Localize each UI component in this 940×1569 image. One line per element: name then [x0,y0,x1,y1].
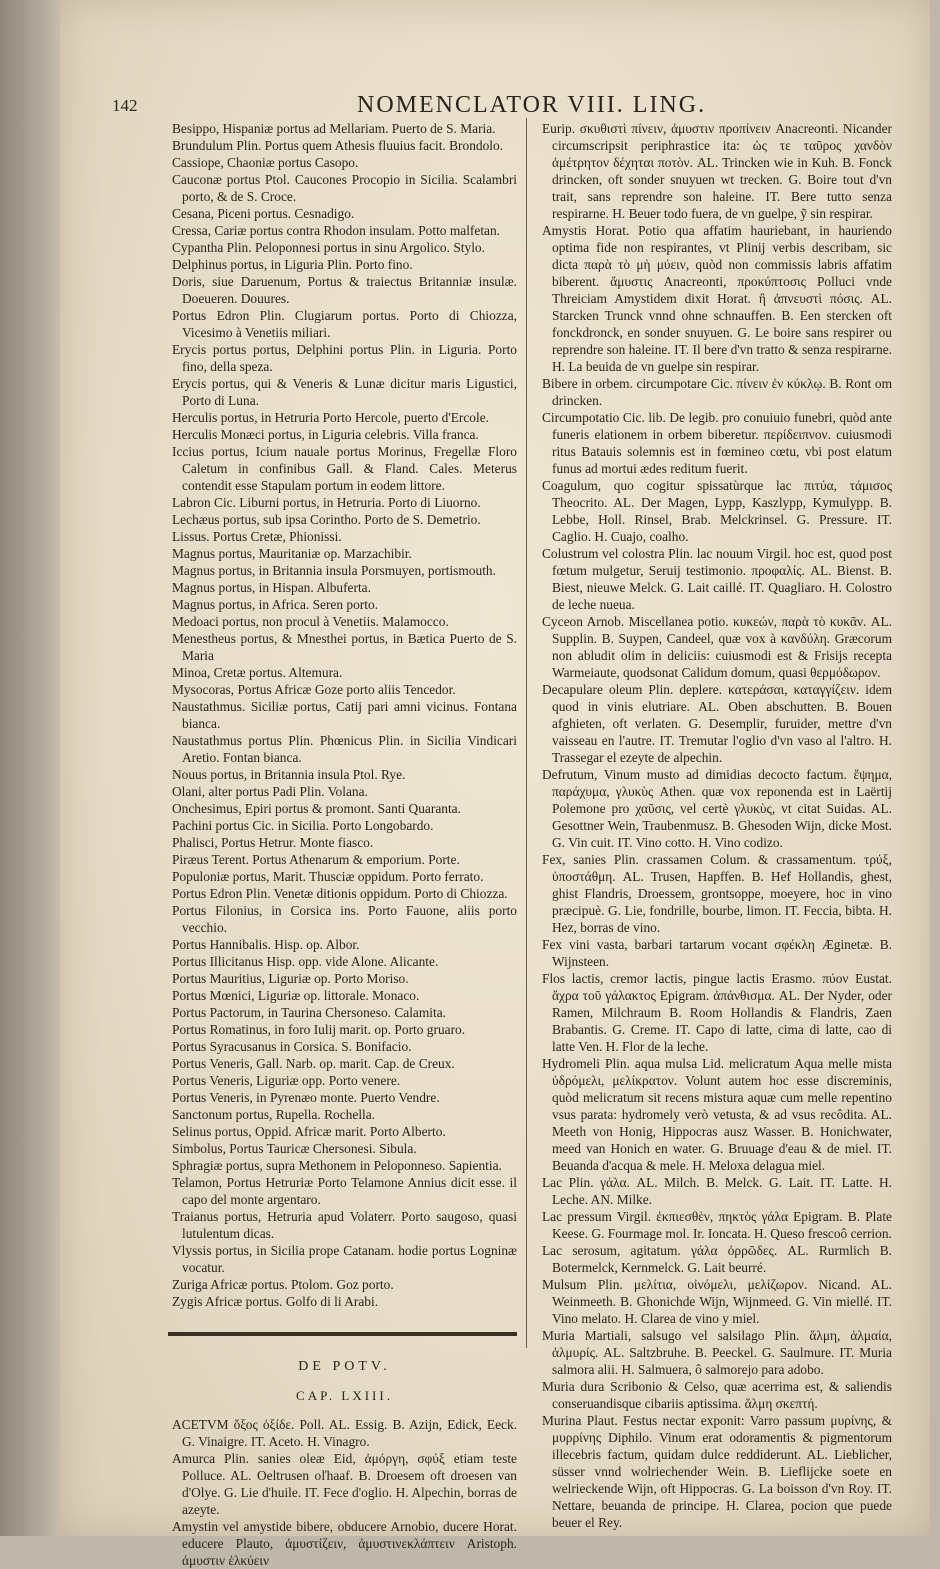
dictionary-entry: Olani, alter portus Padi Plin. Volana. [172,784,368,799]
dictionary-entry: Circumpotatio Cic. lib. De legib. pro conuiuio funebri, quòd ante funeris elationem in orbem biberetur. περίδειπνον. cuiusmodi ritus Batauis solemnis est in fœmineo cœtu, vbi post elatum funus ad mortui ædes reditum fuerit. [542,410,892,476]
left-column [172,120,517,1569]
dictionary-entry: Portus Veneris, Gall. Narb. op. marit. Cap. de Creux. [172,1056,455,1071]
dictionary-entry: Murina Plaut. Festus nectar exponit: Varro passum μυρίνης, & μυρρίνης Diphilo. Vinum erat odoramentis & pigmentorum illecebris factum, quidam dulce reddiderunt. AL. Lieblicher, süsser vnnd wolriechender Wein. B. Lieflijcke soete en welrieckende Wijn, oft Hippocras. G. La boisson d'vn Roy. IT. Nettare, beuanda de principe. H. Clarea, pocion que puede beuer el Rey. [542,1413,892,1530]
right-column [542,120,892,1531]
column-divider [526,118,527,1348]
dictionary-entry: ACETVM ὄξος ὀξίδε. Poll. AL. Essig. B. Azijn, Edick, Eeck. G. Vinaigre. IT. Aceto. H. Vinagro. [172,1417,517,1449]
dictionary-entry: Minoa, Cretæ portus. Altemura. [172,665,343,680]
dictionary-entry: Naustathmus. Siciliæ portus, Catij pari amni vicinus. Fontana bianca. [172,699,517,731]
dictionary-entry: Nouus portus, in Britannia insula Ptol. Rye. [172,767,406,782]
dictionary-entry: Portus Veneris, Liguriæ opp. Porto venere. [172,1073,401,1088]
dictionary-entry: Populoniæ portus, Marit. Thusciæ oppidum. Porto ferrato. [172,869,484,884]
dictionary-entry: Portus Illicitanus Hisp. opp. vide Alone. Alicante. [172,954,439,969]
dictionary-entry: Cypantha Plin. Peloponnesi portus in sinu Argolico. Stylo. [172,240,485,255]
dictionary-entry: Traianus portus, Hetruria apud Volaterr. Porto saugoso, quasi lutulentum dicas. [172,1209,517,1241]
dictionary-entry: Zuriga Africæ portus. Ptolom. Goz porto. [172,1277,394,1292]
left-entries [172,120,517,1310]
dictionary-entry: Lac serosum, agitatum. γάλα ὀρρῶδες. AL. Rurmlich B. Botermelck, Kernmelck. G. Lait beurré. [542,1243,892,1275]
dictionary-entry: Portus Romatinus, in foro Iulij marit. op. Porto gruaro. [172,1022,466,1037]
dictionary-entry: Cauconæ portus Ptol. Caucones Procopio in Sicilia. Scalambri porto, & de S. Croce. [172,172,517,204]
dictionary-entry: Phalisci, Portus Hetrur. Monte fiasco. [172,835,374,850]
dictionary-entry: Eurip. σκυθιστὶ πίνειν, ἀμυστιν προπίνειν Anacreonti. Nicander circumscripsit periphrastice ita: ὡς τε ταῦρος χανδὸν ἀμέτρητον δέχηται ποτὸν. AL. Trincken wie in Kuh. B. Fonck drincken, oft sonder snuyuen wt trecken. G. Boire tout d'vn trait, sans reprendre son haleine. IT. Bere tutto senza respirarne. H. Beuer todo fuera, de vn guelpe, ỹ sin respirar. [542,121,892,221]
dictionary-entry: Sanctonum portus, Rupella. Rochella. [172,1107,376,1122]
dictionary-entry: Herculis Monæci portus, in Liguria celebris. Villa franca. [172,427,479,442]
dictionary-entry: Lechæus portus, sub ipsa Corintho. Porto de S. Demetrio. [172,512,481,527]
dictionary-entry: Erycis portus portus, Delphini portus Plin. in Liguria. Porto fino, della speza. [172,342,517,374]
dictionary-entry: Coagulum, quo cogitur spissatùrque lac πιτύα, τάμισος Theocrito. AL. Der Magen, Lypp, Kaszlypp, Kymulypp. B. Lebbe, Holl. Rinsel, Brab. Melckrinsel. G. Pressure. IT. Caglio. H. Cuajo, coalho. [542,478,892,544]
right-entries [542,120,892,1531]
dictionary-entry: Lac pressum Virgil. ἐκπιεσθὲν, πηκτὸς γάλα Epigram. B. Plate Keese. G. Fourmage mol. Ir. Ioncata. H. Queso frescoô cerrion. [542,1209,892,1241]
dictionary-entry: Zygis Africæ portus. Golfo di li Arabi. [172,1294,379,1309]
dictionary-entry: Amystin vel amystide bibere, obducere Arnobio, ducere Horat. educere Plauto, ἀμυστίζειν, ἀμυστινεκλάπτειν Aristoph. ἀμυστιν ἑλκύειν [172,1519,517,1568]
page-number: 142 [112,96,138,115]
dictionary-entry: Lissus. Portus Cretæ, Phionissi. [172,529,342,544]
dictionary-entry: Flos lactis, cremor lactis, pingue lactis Erasmo. πύον Eustat. ἄχρα τοῦ γάλακτος Epigram. ἀπάνθισμα. AL. Der Nyder, oder Ramen, Milchraum B. Room Hollandis & Flandris, Zaen Brabantis. G. Creme. IT. Capo di latte, cima di latte, cao di latte Ven. H. Flor de la leche. [542,971,892,1054]
dictionary-entry: Herculis portus, in Hetruria Porto Hercole, puerto d'Ercole. [172,410,489,425]
dictionary-entry: Portus Syracusanus in Corsica. S. Bonifacio. [172,1039,412,1054]
dictionary-entry: Selinus portus, Oppid. Africæ marit. Porto Alberto. [172,1124,446,1139]
dictionary-entry: Portus Veneris, in Pyrenæo monte. Puerto Vendre. [172,1090,440,1105]
dictionary-entry: Brundulum Plin. Portus quem Athesis fluuius facit. Brondolo. [172,138,504,153]
chapter-entries [172,1416,517,1569]
dictionary-entry: Piræus Terent. Portus Athenarum & emporium. Porte. [172,852,460,867]
dictionary-entry: Besippo, Hispaniæ portus ad Mellariam. Puerto de S. Maria. [172,121,496,136]
dictionary-entry: Iccius portus, Icium nauale portus Morinus, Fregellæ Floro Caletum in confinibus Gall. & Fland. Cales. Meterus contendit esse Stapulam portum in eodem littore. [172,444,517,493]
dictionary-entry: Magnus portus, in Hispan. Albuferta. [172,580,371,595]
dictionary-entry: Cassiope, Chaoniæ portus Casopo. [172,155,359,170]
dictionary-entry: Portus Pactorum, in Taurina Chersoneso. Calamita. [172,1005,447,1020]
dictionary-entry: Portus Hannibalis. Hisp. op. Albor. [172,937,360,952]
dictionary-entry: Labron Cic. Liburni portus, in Hetruria. Porto di Liuorno. [172,495,481,510]
dictionary-entry: Erycis portus, qui & Veneris & Lunæ dicitur maris Ligustici, Porto di Luna. [172,376,517,408]
dictionary-entry: Portus Edron Plin. Clugiarum portus. Porto di Chiozza, Vicesimo à Venetiis miliari. [172,308,517,340]
chapter-title: CAP. LXIII. [296,1388,393,1403]
dictionary-entry: Sphragiæ portus, supra Methonem in Peloponneso. Sapientia. [172,1158,502,1173]
dictionary-entry: Magnus portus, in Africa. Seren porto. [172,597,379,612]
dictionary-entry: Medoaci portus, non procul à Venetiis. Malamocco. [172,614,449,629]
dictionary-entry: Portus Filonius, in Corsica ins. Porto Fauone, aliis porto vecchio. [172,903,517,935]
dictionary-entry: Fex vini vasta, barbari tartarum vocant σφέκλη Æginetæ. B. Wijnsteen. [542,937,892,969]
dictionary-entry: Naustathmus portus Plin. Phœnicus Plin. in Sicilia Vindicari Aretio. Fontan bianca. [172,733,517,765]
dictionary-entry: Cyceon Arnob. Miscellanea potio. κυκεών, παρὰ τὸ κυκᾶν. AL. Supplin. B. Suypen, Candeel, quæ vox à κανδύλη. Græcorum non abludit olim in deliciis: cuiusmodi est & Frisijs recepta Warmeiaute, quodsonat Calidum domum, quasi θερμόδωρον. [542,614,892,680]
dictionary-entry: Onchesimus, Epiri portus & promont. Santi Quaranta. [172,801,461,816]
dictionary-entry: Defrutum, Vinum musto ad dimidias decocto factum. ἕψημα, παράχυμα, γλυκὺς Athen. quæ vox reponenda est in Laërtij Polemone pro χαῦσις, vel certè γλυκὺς, vt citat Suidas. AL. Gesottner Wein, Traubenmusz. B. Ghesoden Wijn, dicke Most. G. Vin cuit. IT. Vino cotto. H. Vino codizo. [542,767,892,850]
dictionary-entry: Portus Mauritius, Liguriæ op. Porto Moriso. [172,971,409,986]
dictionary-entry: Bibere in orbem. circumpotare Cic. πίνειν ἐν κύκλῳ. B. Ront om drincken. [542,376,892,408]
dictionary-entry: Mulsum Plin. μελίτια, οἰνόμελι, μελίζωρον. Nicand. AL. Weinmeeth. B. Ghonichde Wijn, Wijnmeed. G. Vin miellé. IT. Vino melato. H. Clarea de vino y miel. [542,1277,892,1326]
dictionary-entry: Magnus portus, Mauritaniæ op. Marzachibir. [172,546,412,561]
dictionary-entry: Simbolus, Portus Tauricæ Chersonesi. Sibula. [172,1141,417,1156]
dictionary-entry: Amurca Plin. sanies oleæ Eid, ἀμόργη, σφύξ etiam teste Polluce. AL. Oeltrusen oľhaaf. B. Droesem oft droesen van d'Olye. G. Lie d'huile. IT. Fece d'oglio. H. Alpechin, borras de azeyte. [172,1451,517,1517]
dictionary-entry: Delphinus portus, in Liguria Plin. Porto fino. [172,257,413,272]
dictionary-entry: Telamon, Portus Hetruriæ Porto Telamone Annius dicit esse. il capo del monte argentaro. [172,1175,517,1207]
dictionary-entry: Muria Martiali, salsugo vel salsilago Plin. ἅλμη, ἁλμαία, ἁλμυρίς. AL. Saltzbruhe. B. Peeckel. G. Saulmure. IT. Muria salmora alii. H. Salmuera, ô salmorejo para adobo. [542,1328,892,1377]
dictionary-entry: Decapulare oleum Plin. deplere. κατεράσαι, καταγγίζειν. idem quod in vinis elutriare. AL. Oben abschutten. B. Bouen afghieten, oft verlaten. G. Desemplir, furuider, mettre d'vn vaisseau en l'autre. IT. Tremutar l'oglio d'vn vaso al l'altro. H. Trassegar el ezeyte de alpechin. [542,682,892,765]
dictionary-entry: Mysocoras, Portus Africæ Goze porto aliis Tencedor. [172,682,456,697]
dictionary-entry: Hydromeli Plin. aqua mulsa Lid. melicratum Aqua melle mista ὑδρόμελι, μελίκρατον. Volunt autem hoc esse discreminis, quòd melicratum sit recens mistura aquæ cum melle repentino vsus parata: hydromely verò vetusta, & ad vsus recôdita. AL. Meeth von Honig, Hippocras ausz Wasser. B. Honichwater, meed van Honich en water. G. Bruuage d'eau & de miel. IT. Beuanda d'acqua & mele. H. Meloxa delagua miel. [542,1056,892,1173]
dictionary-entry: Doris, siue Daruenum, Portus & traiectus Britanniæ insulæ. Doeueren. Douures. [172,274,517,306]
dictionary-entry: Vlyssis portus, in Sicilia prope Catanam. hodie portus Logninæ vocatur. [172,1243,517,1275]
dictionary-entry: Cressa, Cariæ portus contra Rhodon insulam. Potto malfetan. [172,223,501,238]
book-spine [0,0,62,1536]
dictionary-entry: Cesana, Piceni portus. Cesnadigo. [172,206,355,221]
dictionary-entry: Portus Mœnici, Liguriæ op. littorale. Monaco. [172,988,420,1003]
dictionary-entry: Menestheus portus, & Mnesthei portus, in Bætica Puerto de S. Maria [172,631,517,663]
section-title: DE POTV. [298,1359,391,1374]
dictionary-entry: Portus Edron Plin. Venetæ ditionis oppidum. Porto di Chiozza. [172,886,508,901]
section-rule [168,1332,517,1336]
dictionary-entry: Fex, sanies Plin. crassamen Colum. & crassamentum. τρύξ, ὑποστάθμη. AL. Trusen, Hapffen. B. Hef Hollandis, ghest, ghist Flandris, Droessem, grontsoppe, moeyere, hoc in vino præcipuè. G. Lie, fondrille, bourbe, limon. IT. Feccia, bibta. H. Hez, borras de vino. [542,852,892,935]
dictionary-entry: Colustrum vel colostra Plin. lac nouum Virgil. hoc est, quod post fœtum mulgetur, Seruij testimonio. προφαλίς. AL. Bienst. B. Biest, nieuwe Melck. G. Lait caillé. IT. Quagliaro. H. Colostro de leche nueua. [542,546,892,612]
dictionary-entry: Magnus portus, in Britannia insula Porsmuyen, portismouth. [172,563,496,578]
dictionary-entry: Pachini portus Cic. in Sicilia. Porto Longobardo. [172,818,434,833]
dictionary-entry: Lac Plin. γάλα. AL. Milch. B. Melck. G. Lait. IT. Latte. H. Leche. AN. Milke. [542,1175,892,1207]
dictionary-entry: Amystis Horat. Potio qua affatim hauriebant, in hauriendo optima fide non respirantes, vt Plinij verbis describam, sic dicta παρὰ τὸ μὴ μύειν, quòd non commissis labris affatim biberent. ἄμυστις Anacreonti, προκύπτοσις Polluci vnde Threiciam Amystidem dixit Horat. ἢ ἀπνευστὶ πόσις. AL. Starcken Trunck vnnd ohne schnauffen. B. Een stercken oft fonckdronck, en sonder snuyuen. G. Le boire sans respirer ou reprendre son haleine. IT. Il bere d'vn tratto & senza respirarne. H. La beuida de vn guelpe sin respirar. [542,223,892,374]
running-title: NOMENCLATOR VIII. LING. [357,92,707,118]
dictionary-entry: Muria dura Scribonio & Celso, quæ acerrima est, & saliendis conseruandisque cibariis aptissima. ἅλμη σκεπτή. [542,1379,892,1411]
